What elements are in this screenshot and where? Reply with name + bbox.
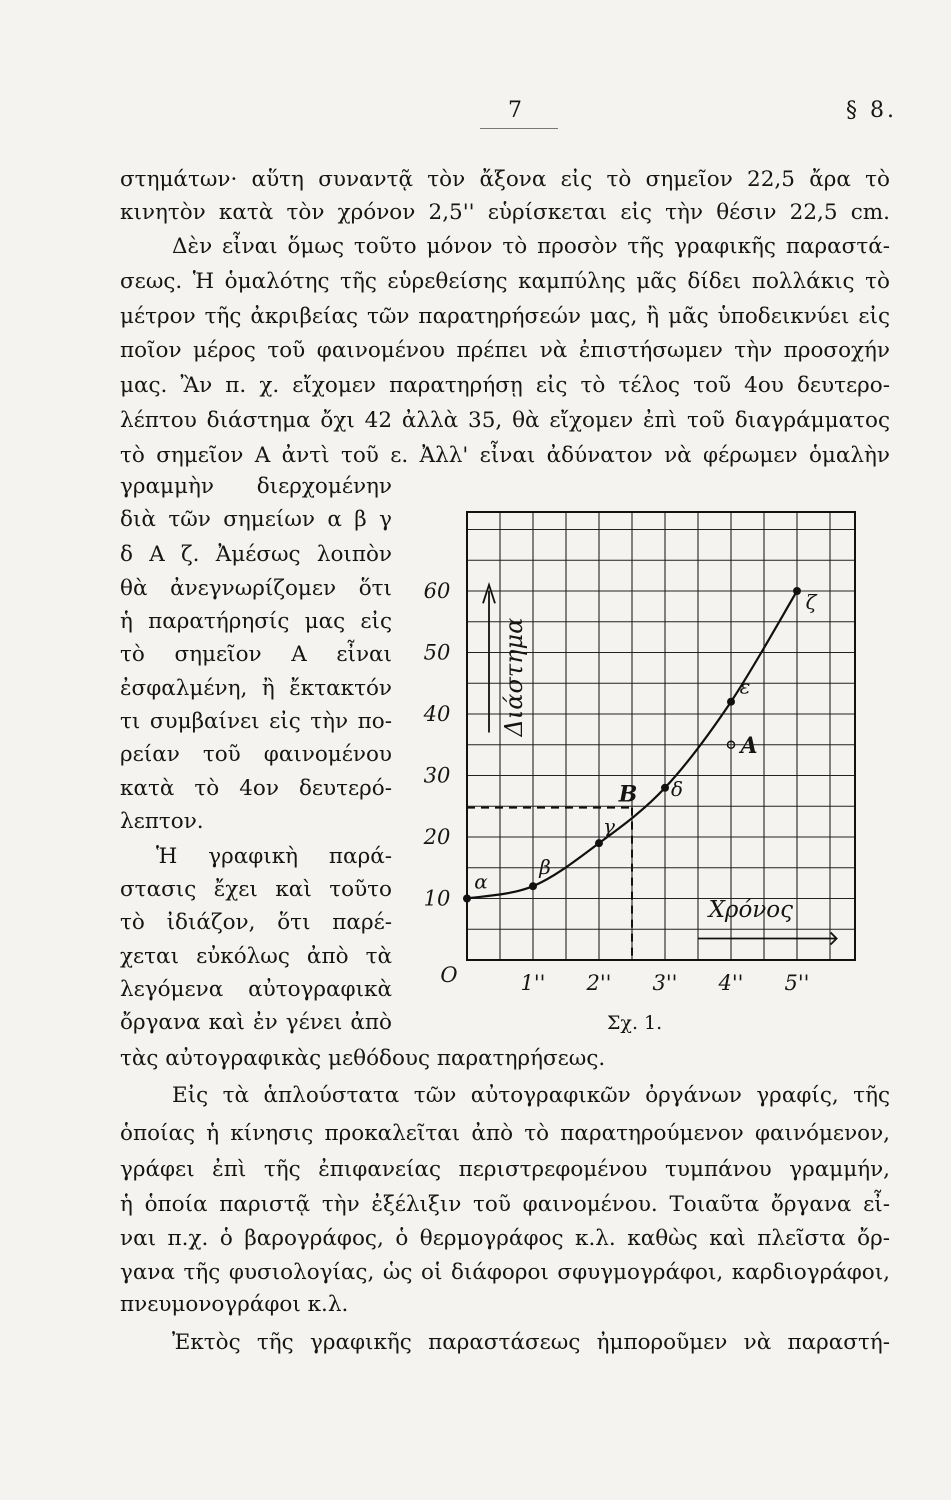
data-point — [661, 784, 669, 792]
y-tick-label: 30 — [423, 763, 451, 788]
x-tick-label: 2'' — [586, 971, 612, 995]
chart-svg — [405, 500, 895, 1060]
text-line: τὸ σημεῖον Α εἶναι — [120, 642, 392, 667]
y-tick-label: 20 — [423, 825, 451, 849]
data-point — [463, 895, 471, 903]
text-line: στασις ἔχει καὶ τοῦτο — [120, 877, 392, 902]
text-line: λεγόμενα αὐτογραφικὰ — [120, 977, 392, 1002]
origin-label: O — [440, 963, 458, 987]
y-tick-label: 50 — [423, 640, 451, 665]
data-point — [727, 698, 735, 706]
section-mark: § 8. — [846, 98, 897, 123]
axis-labels — [483, 585, 837, 945]
text-line: διὰ τῶν σημείων α β γ — [120, 507, 392, 532]
figure-caption: Σχ. 1. — [607, 1012, 663, 1034]
point-label: ζ — [805, 590, 817, 614]
text-line: ὄργανα καὶ ἐν γένει ἀπὸ — [120, 1010, 392, 1035]
text-line: μας. Ἂν π. χ. εἴχομεν παρατηρήσῃ εἰς τὸ τέλος τοῦ 4ου δευτερο- — [120, 373, 890, 398]
point-label: β — [539, 855, 551, 880]
text-line: τὸ σημεῖον Α ἀντὶ τοῦ ε. Ἀλλ' εἶναι ἀδύνατον νὰ φέρωμεν ὁμαλὴν — [120, 443, 890, 468]
text-line: γράφει ἐπὶ τῆς ἐπιφανείας περιστρεφομένου τυμπάνου γραμμήν, — [120, 1157, 890, 1182]
point-label: γ — [603, 814, 615, 839]
text-line: ρείαν τοῦ φαινομένου — [120, 742, 392, 767]
text-line: Ἐκτὸς τῆς γραφικῆς παραστάσεως ἠμποροῦμεν νὰ παραστή- — [172, 1330, 890, 1355]
text-line: ναι π.χ. ὁ βαρογράφος, ὁ θερμογράφος κ.λ. καθὼς καὶ πλεῖστα ὄρ- — [120, 1226, 890, 1251]
text-line: Εἰς τὰ ἁπλούστατα τῶν αὐτογραφικῶν ὀργάνων γραφίς, τῆς — [172, 1083, 890, 1108]
text-line: πνευμονογράφοι κ.λ. — [120, 1292, 349, 1317]
text-line: τὰς αὐτογραφικὰς μεθόδους παρατηρήσεως. — [120, 1046, 606, 1071]
text-line: λέπτου διάστημα ὄχι 42 ἀλλὰ 35, θὰ εἴχομεν ἐπὶ τοῦ διαγράμματος — [120, 408, 890, 433]
x-axis-label: Χρόνος — [708, 896, 794, 923]
data-point — [793, 587, 801, 595]
text-line: δ Α ζ. Ἀμέσως λοιπὸν — [120, 542, 392, 567]
figure-distance-time-graph — [405, 500, 895, 1060]
text-line: μέτρον τῆς ἀκριβείας τῶν παρατηρήσεών μας, ἢ μᾶς ὑποδεικνύει εἰς — [120, 304, 890, 329]
header-rule — [480, 128, 558, 129]
point-label: δ — [670, 776, 684, 801]
text-line: στημάτων· αὕτη συναντᾷ τὸν ἄξονα εἰς τὸ σημεῖον 22,5 ἄρα τὸ — [120, 167, 890, 192]
anomaly-label: Α — [740, 732, 758, 759]
text-line: σεως. Ἡ ὁμαλότης τῆς εὑρεθείσης καμπύλης μᾶς δίδει πολλάκις τὸ — [120, 269, 890, 294]
text-line: κατὰ τὸ 4ον δευτερό- — [120, 776, 392, 801]
page-number: 7 — [508, 98, 522, 123]
x-tick-label: 1'' — [520, 971, 546, 995]
x-tick-label: 4'' — [718, 971, 744, 995]
text-line: ἡ παρατήρησίς μας εἰς — [120, 609, 392, 634]
y-tick-label: 40 — [423, 702, 451, 726]
text-line: ποῖον μέρος τοῦ φαινομένου πρέπει νὰ ἐπιστήσωμεν τὴν προσοχήν — [120, 338, 890, 363]
text-line: τὸ ἰδιάζον, ὅτι παρέ- — [120, 910, 392, 935]
text-line: Δὲν εἶναι ὅμως τοῦτο μόνον τὸ προσὸν τῆς γραφικῆς παραστά- — [172, 234, 890, 259]
point-label: α — [474, 869, 488, 894]
text-line: κινητὸν κατὰ τὸν χρόνον 2,5'' εὑρίσκεται εἰς τὴν θέσιν 22,5 cm. — [120, 200, 890, 225]
x-tick-label: 3'' — [652, 971, 678, 995]
text-line: θὰ ἀνεγνωρίζομεν ὅτι — [120, 576, 392, 601]
y-axis-label: Διάστημα — [500, 617, 528, 737]
tick-labels — [423, 579, 810, 995]
text-line: χεται εὐκόλως ἀπὸ τὰ — [120, 944, 392, 969]
point-label: ε — [739, 674, 751, 699]
text-line: ἐσφαλμένη, ἢ ἔκτακτόν — [120, 676, 392, 701]
text-line: ἡ ὁποία παριστᾷ τὴν ἐξέλιξιν τοῦ φαινομένου. Τοιαῦτα ὄργανα εἶ- — [120, 1192, 890, 1217]
text-line: Ἡ γραφικὴ παρά- — [156, 844, 392, 869]
x-tick-label: 5'' — [784, 971, 810, 995]
data-point — [595, 839, 603, 847]
y-tick-label: 60 — [423, 579, 451, 603]
text-line: γραμμὴν διερχομένην — [120, 474, 392, 499]
text-line: τι συμβαίνει εἰς τὴν πο- — [120, 709, 392, 734]
y-tick-label: 10 — [423, 886, 451, 911]
marker-label: B — [618, 781, 638, 808]
text-line: ὁποίας ἡ κίνησις προκαλεῖται ἀπὸ τὸ παρατηρούμενον φαινόμενον, — [120, 1121, 890, 1146]
text-line: γανα τῆς φυσιολογίας, ὡς οἱ διάφοροι σφυγμογράφοι, καρδιογράφοι, — [120, 1260, 890, 1285]
data-point — [529, 882, 537, 890]
text-line: λεπτον. — [120, 809, 204, 834]
